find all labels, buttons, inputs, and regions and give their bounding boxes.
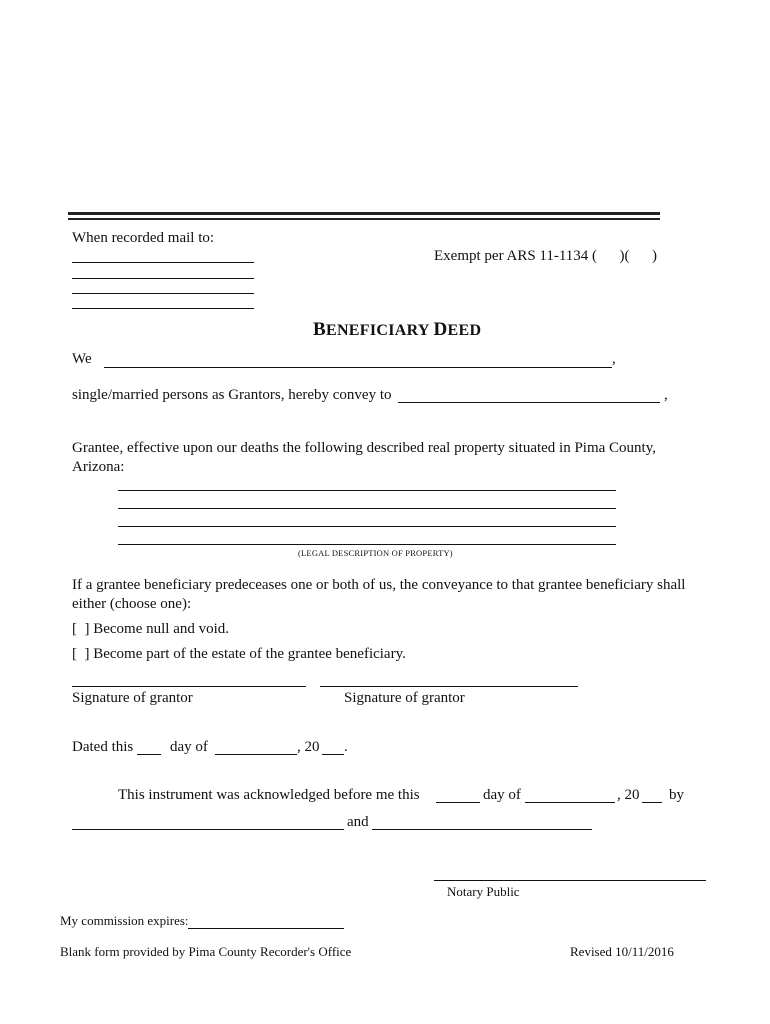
notary-signature-line[interactable] <box>434 880 706 881</box>
dated-month-line[interactable] <box>215 754 297 755</box>
mail-to-line-1[interactable] <box>72 262 254 263</box>
option-null-and-void[interactable]: [ ] Become null and void. <box>72 621 230 637</box>
header-rule-top <box>68 212 660 215</box>
legal-description-line-1[interactable] <box>118 490 616 491</box>
dated-year-label: , 20 <box>297 739 320 755</box>
footer-provided-by: Blank form provided by Pima County Recorder's Office <box>60 944 352 959</box>
dated-day-line[interactable] <box>137 754 161 755</box>
commission-expires-line[interactable] <box>188 928 344 929</box>
ack-year-line[interactable] <box>642 802 662 803</box>
commission-expires-label: My commission expires: <box>60 913 189 928</box>
ack-month-line[interactable] <box>525 802 615 803</box>
title-cap-2: D <box>433 319 448 340</box>
grantor-1-signature-line[interactable] <box>72 686 306 687</box>
legal-description-line-4[interactable] <box>118 544 616 545</box>
grantee-text-line-1: Grantee, effective upon our deaths the following described real property situated in Pima County, <box>72 440 656 456</box>
mail-to-label: When recorded mail to: <box>72 230 215 246</box>
grantor-2-signature-line[interactable] <box>320 686 578 687</box>
notary-public-label: Notary Public <box>447 884 520 899</box>
ack-day-line[interactable] <box>436 802 480 803</box>
ack-name-2-line[interactable] <box>372 829 592 830</box>
option-estate-of-grantee[interactable]: [ ] Become part of the estate of the grantee beneficiary. <box>72 646 406 662</box>
dated-period: . <box>344 739 348 755</box>
predecease-text-line-2: either (choose one): <box>72 596 192 612</box>
grantee-text-line-2: Arizona: <box>72 459 125 475</box>
grantor-names-line[interactable] <box>104 367 612 368</box>
grantors-text: single/married persons as Grantors, hereby convey to <box>72 387 392 403</box>
title-rest-1: ENEFICIARY <box>325 322 434 339</box>
grantors-comma: , <box>664 387 668 403</box>
grantor-2-signature-label: Signature of grantor <box>344 690 465 706</box>
mail-to-line-2[interactable] <box>72 278 254 279</box>
we-comma: , <box>612 351 616 367</box>
header-rule-bottom <box>68 218 660 220</box>
dated-year-line[interactable] <box>322 754 344 755</box>
legal-description-caption: (LEGAL DESCRIPTION OF PROPERTY) <box>298 548 453 558</box>
page-title <box>313 319 481 341</box>
dated-day-of-label: day of <box>170 739 208 755</box>
mail-to-line-3[interactable] <box>72 293 254 294</box>
ack-and-label: and <box>347 814 369 830</box>
we-label: We <box>72 351 92 367</box>
dated-this-label: Dated this <box>72 739 134 755</box>
footer-revised-date: Revised 10/11/2016 <box>570 944 674 959</box>
ack-by-label: by <box>669 787 684 803</box>
grantee-name-line[interactable] <box>398 402 660 403</box>
grantor-1-signature-label: Signature of grantor <box>72 690 193 706</box>
acknowledgment-text: This instrument was acknowledged before me this <box>118 787 420 803</box>
predecease-text-line-1: If a grantee beneficiary predeceases one or both of us, the conveyance to that grantee beneficiary shall <box>72 577 686 593</box>
exempt-text: Exempt per ARS 11-1134 ( )( ) <box>434 248 658 264</box>
legal-description-line-3[interactable] <box>118 526 616 527</box>
ack-name-1-line[interactable] <box>72 829 344 830</box>
title-rest-2: EED <box>447 322 482 339</box>
ack-day-of-label: day of <box>483 787 521 803</box>
ack-year-label: , 20 <box>617 787 640 803</box>
mail-to-line-4[interactable] <box>72 308 254 309</box>
legal-description-line-2[interactable] <box>118 508 616 509</box>
title-cap-1: B <box>313 319 326 340</box>
